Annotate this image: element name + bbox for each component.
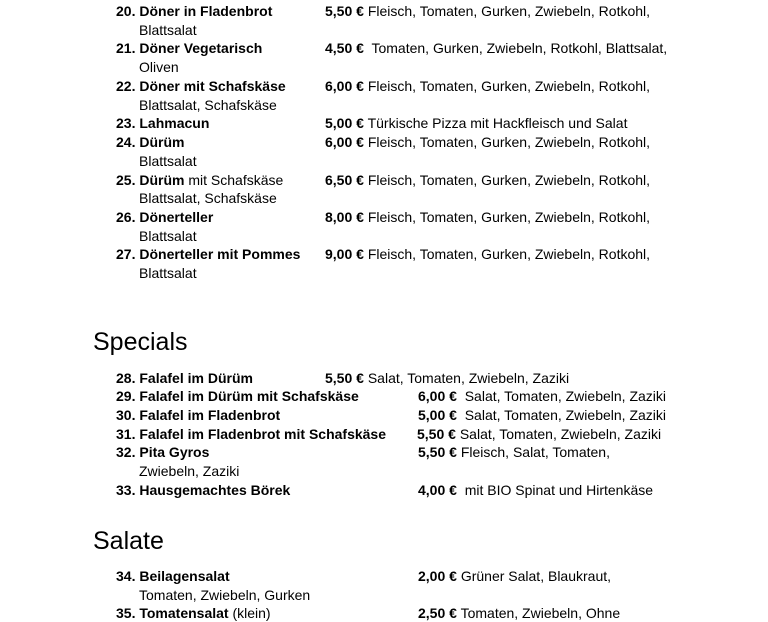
menu-item-desc-cont: Tomaten, Zwiebeln, Gurken bbox=[139, 587, 311, 603]
section-heading-specials: Specials bbox=[93, 328, 188, 356]
menu-item-price-desc: 2,00 € Grüner Salat, Blaukraut, bbox=[418, 568, 612, 584]
menu-item-name: 30. Falafel im Fladenbrot bbox=[116, 407, 281, 423]
menu-item-name: 21. Döner Vegetarisch bbox=[116, 40, 263, 56]
menu-item-name: 24. Dürüm bbox=[116, 134, 185, 150]
menu-item-price-desc: 9,00 € Fleisch, Tomaten, Gurken, Zwiebeln, Rotkohl, bbox=[325, 246, 651, 262]
menu-item-price-desc: 6,50 € Fleisch, Tomaten, Gurken, Zwiebeln, Rotkohl, bbox=[325, 172, 651, 188]
menu-item-name: 23. Lahmacun bbox=[116, 115, 210, 131]
menu-item-desc-cont: Zwiebeln, Zaziki bbox=[139, 463, 240, 479]
menu-item-price-desc: 4,00 € mit BIO Spinat und Hirtenkäse bbox=[418, 482, 654, 498]
menu-item-price-desc: 6,00 € Fleisch, Tomaten, Gurken, Zwiebeln, Rotkohl, bbox=[325, 134, 651, 150]
menu-item-price-desc: 5,50 € Fleisch, Tomaten, Gurken, Zwiebeln, Rotkohl, bbox=[325, 3, 651, 19]
menu-item-price-desc: 5,50 € Salat, Tomaten, Zwiebeln, Zaziki bbox=[325, 370, 570, 386]
menu-item-price-desc: 5,50 € Fleisch, Salat, Tomaten, bbox=[418, 444, 610, 460]
menu-item-name: 20. Döner in Fladenbrot bbox=[116, 3, 273, 19]
menu-item-name: 32. Pita Gyros bbox=[116, 444, 210, 460]
menu-item-name: 25. Dürüm mit Schafskäse bbox=[116, 172, 284, 188]
menu-item-name: 33. Hausgemachtes Börek bbox=[116, 482, 291, 498]
menu-item-desc-cont: Blattsalat, Schafskäse bbox=[139, 97, 277, 113]
menu-item-desc-cont: Oliven bbox=[139, 59, 179, 75]
menu-item-name: 34. Beilagensalat bbox=[116, 568, 230, 584]
menu-item-price-desc: 2,50 € Tomaten, Zwiebeln, Ohne bbox=[418, 605, 621, 621]
menu-item-name: 26. Dönerteller bbox=[116, 209, 214, 225]
section-heading-salate: Salate bbox=[93, 527, 164, 555]
menu-item-name: 29. Falafel im Dürüm mit Schafskäse bbox=[116, 388, 359, 404]
menu-item-desc-cont: Blattsalat bbox=[139, 22, 197, 38]
menu-item-price-desc: 5,00 € Türkische Pizza mit Hackfleisch und Salat bbox=[325, 115, 628, 131]
menu-item-name: 31. Falafel im Fladenbrot mit Schafskäse bbox=[116, 426, 386, 442]
menu-item-price-desc: 5,50 € Salat, Tomaten, Zwiebeln, Zaziki bbox=[417, 426, 662, 442]
menu-item-desc-cont: Blattsalat bbox=[139, 228, 197, 244]
menu-item-name: 35. Tomatensalat (klein) bbox=[116, 605, 271, 621]
menu-item-desc-cont: Blattsalat bbox=[139, 153, 197, 169]
menu-item-price-desc: 6,00 € Fleisch, Tomaten, Gurken, Zwiebeln, Rotkohl, bbox=[325, 78, 651, 94]
menu-item-price-desc: 5,00 € Salat, Tomaten, Zwiebeln, Zaziki bbox=[418, 407, 666, 423]
menu-item-name: 28. Falafel im Dürüm bbox=[116, 370, 253, 386]
menu-item-name: 27. Dönerteller mit Pommes bbox=[116, 246, 301, 262]
menu-item-name: 22. Döner mit Schafskäse bbox=[116, 78, 286, 94]
menu-item-price-desc: 4,50 € Tomaten, Gurken, Zwiebeln, Rotkohl, Blattsalat, bbox=[325, 40, 668, 56]
menu-item-desc-cont: Blattsalat bbox=[139, 265, 197, 281]
menu-item-desc-cont: Blattsalat, Schafskäse bbox=[139, 190, 277, 206]
menu-item-price-desc: 8,00 € Fleisch, Tomaten, Gurken, Zwiebeln, Rotkohl, bbox=[325, 209, 651, 225]
menu-item-price-desc: 6,00 € Salat, Tomaten, Zwiebeln, Zaziki bbox=[418, 388, 666, 404]
